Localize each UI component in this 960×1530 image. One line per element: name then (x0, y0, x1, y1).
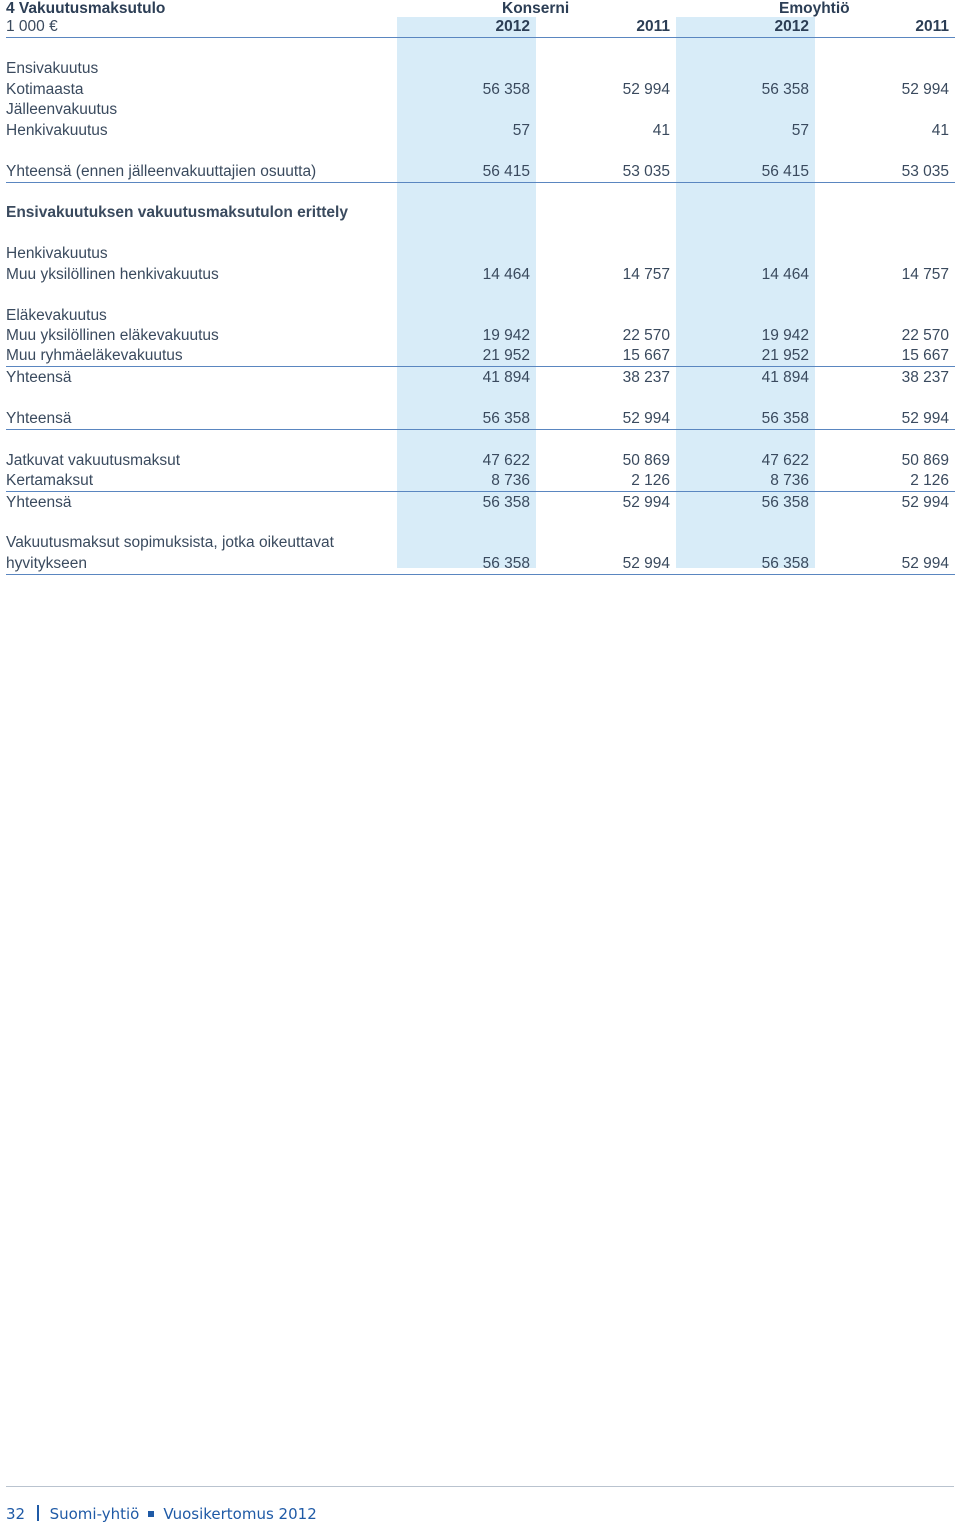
year-header: 2012 (397, 17, 536, 38)
row-label: hyvitykseen (6, 553, 397, 574)
spacer-row (6, 513, 955, 533)
year-header: 2011 (536, 17, 676, 38)
table-row (6, 264, 955, 284)
cell-value: 38 237 (901, 368, 949, 386)
table-row (6, 305, 955, 325)
cell-value: 50 869 (622, 451, 670, 469)
cell-value: 56 358 (482, 80, 530, 98)
spacer-row (6, 429, 955, 450)
table-row (6, 471, 955, 492)
cell-value: 56 358 (676, 553, 815, 574)
cell-value: 52 994 (622, 493, 670, 511)
cell-value: 41 894 (761, 368, 809, 386)
spacer-row (6, 141, 955, 161)
cell-value: 56 415 (397, 161, 536, 182)
cell-value: 56 358 (761, 80, 809, 98)
cell-value: 15 667 (536, 346, 676, 367)
table-row-total (6, 161, 955, 182)
cell-value: 52 994 (536, 408, 676, 429)
cell-value: 22 570 (622, 327, 670, 344)
cell-value: 19 942 (761, 327, 809, 344)
header-row (6, 17, 955, 38)
table-row (6, 79, 955, 99)
unit-label: 1 000 € (6, 17, 397, 38)
cell-value: 53 035 (536, 161, 676, 182)
row-label: Muu ryhmäeläkevakuutus (6, 346, 397, 367)
cell-value: 52 994 (815, 408, 955, 429)
konserni-header: Konserni (502, 0, 570, 17)
section-heading: Ensivakuutuksen vakuutusmaksutulon erittely (6, 204, 348, 222)
table-row (6, 346, 955, 367)
cell-value: 52 994 (622, 80, 670, 98)
cell-value: 41 894 (482, 368, 530, 386)
company-name: Suomi-yhtiö (49, 1505, 140, 1523)
cell-value: 14 464 (761, 265, 809, 283)
note-title: 4 Vakuutusmaksutulo (6, 0, 166, 17)
spacer-row (6, 38, 955, 59)
page-number: 32 (6, 1505, 26, 1523)
row-label: Muu yksilöllinen henkivakuutus (6, 265, 219, 283)
cell-value: 56 358 (676, 408, 815, 429)
table-title-row (6, 0, 954, 17)
cell-value: 52 994 (901, 493, 949, 511)
cell-value: 41 (652, 121, 670, 139)
cell-value: 47 622 (482, 451, 530, 469)
cell-value: 2 126 (815, 471, 955, 492)
table-row (6, 450, 955, 470)
table-row (6, 100, 955, 120)
row-label: Jatkuvat vakuutusmaksut (6, 451, 181, 469)
cell-value: 21 952 (676, 346, 815, 367)
cell-value: 8 736 (397, 471, 536, 492)
cell-value: 52 994 (815, 553, 955, 574)
section-heading-row (6, 203, 955, 223)
row-label: Kertamaksut (6, 471, 397, 492)
cell-value: 56 358 (761, 493, 809, 511)
cell-value: 57 (791, 121, 809, 139)
row-label: Henkivakuutus (6, 121, 108, 139)
table-row (6, 120, 955, 140)
square-bullet-icon (148, 1511, 154, 1517)
row-label: Yhteensä (ennen jälleenvakuuttajien osuutta) (6, 161, 397, 182)
cell-value: 52 994 (536, 553, 676, 574)
cell-value: 22 570 (901, 327, 949, 344)
table-row (6, 533, 955, 553)
footer-separator-bar (37, 1505, 39, 1521)
footer-divider (6, 1486, 954, 1487)
table-row-total (6, 492, 955, 513)
cell-value: 8 736 (676, 471, 815, 492)
row-label: Yhteensä (6, 493, 72, 511)
emoyhtio-header: Emoyhtiö (779, 0, 850, 17)
spacer-row (6, 285, 955, 305)
row-label: Kotimaasta (6, 80, 84, 98)
cell-value: 50 869 (901, 451, 949, 469)
cell-value: 41 (931, 121, 949, 139)
row-label: Eläkevakuutus (6, 306, 107, 324)
table-row-total (6, 408, 955, 429)
table-row (6, 553, 955, 574)
cell-value: 56 358 (482, 493, 530, 511)
row-label: Jälleenvakuutus (6, 101, 118, 119)
spacer-row (6, 182, 955, 203)
publication-name: Vuosikertomus 2012 (163, 1505, 317, 1523)
cell-value: 2 126 (536, 471, 676, 492)
cell-value: 21 952 (397, 346, 536, 367)
row-label: Henkivakuutus (6, 245, 108, 263)
cell-value: 57 (512, 121, 530, 139)
cell-value: 14 757 (901, 265, 949, 283)
year-header: 2012 (676, 17, 815, 38)
row-label: Ensivakuutus (6, 60, 99, 78)
table-row-subtotal (6, 367, 955, 388)
cell-value: 56 358 (397, 553, 536, 574)
cell-value: 38 237 (622, 368, 670, 386)
table-row (6, 59, 955, 79)
table-row (6, 326, 955, 346)
table-row (6, 244, 955, 264)
row-label: Yhteensä (6, 408, 397, 429)
cell-value: 53 035 (815, 161, 955, 182)
spacer-row (6, 223, 955, 243)
year-header: 2011 (815, 17, 955, 38)
cell-value: 14 757 (622, 265, 670, 283)
cell-value: 56 358 (397, 408, 536, 429)
row-label: Yhteensä (6, 368, 72, 386)
spacer-row (6, 388, 955, 408)
cell-value: 52 994 (901, 80, 949, 98)
cell-value: 19 942 (482, 327, 530, 344)
page-footer (6, 1503, 317, 1525)
cell-value: 14 464 (482, 265, 530, 283)
cell-value: 56 415 (676, 161, 815, 182)
row-label: Vakuutusmaksut sopimuksista, jotka oikeuttavat (6, 534, 334, 552)
premium-income-table (6, 17, 955, 575)
row-label: Muu yksilöllinen eläkevakuutus (6, 327, 219, 344)
cell-value: 47 622 (761, 451, 809, 469)
cell-value: 15 667 (815, 346, 955, 367)
